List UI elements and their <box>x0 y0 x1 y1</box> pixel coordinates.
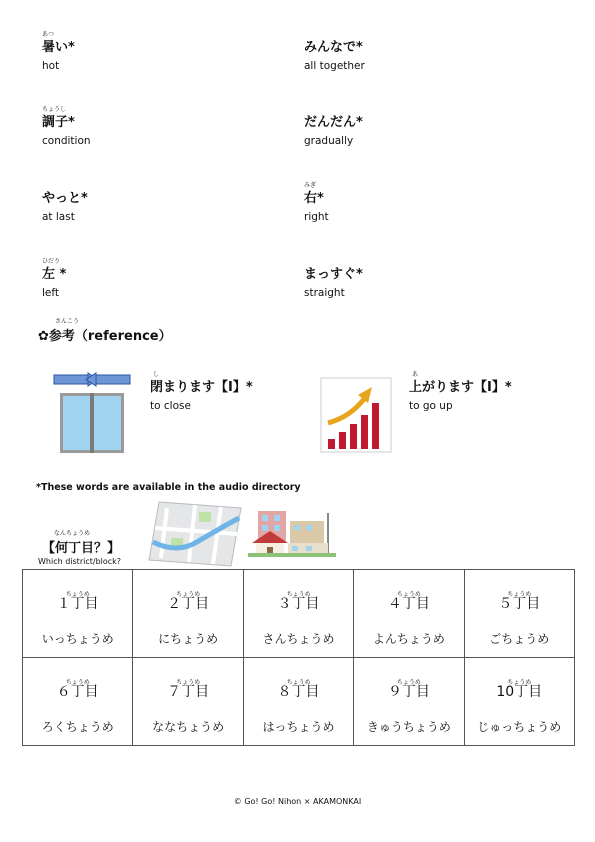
block-cell <box>354 570 464 658</box>
map-icon <box>147 498 243 568</box>
block-number <box>465 679 574 700</box>
window-icon <box>52 371 132 455</box>
block-number-text: ４丁目 <box>387 596 430 612</box>
reference-heading <box>38 318 172 344</box>
table-row <box>23 658 575 746</box>
block-number <box>244 591 353 612</box>
reference-entry-go-up <box>409 371 512 413</box>
vocab-gloss: straight <box>304 287 345 299</box>
reference-gloss: to close <box>150 400 191 412</box>
rising-graph-icon <box>320 377 392 453</box>
furigana: なんちょうめ <box>54 530 91 537</box>
block-number-text: ９丁目 <box>387 684 430 700</box>
block-number <box>354 679 463 700</box>
vocab-term: 左 * <box>42 267 67 282</box>
vocab-entry-hot <box>42 31 75 73</box>
vocab-entry-at-last <box>42 191 88 224</box>
block-number-text: ６丁目 <box>56 684 99 700</box>
block-cell <box>243 658 353 746</box>
block-number-text: ７丁目 <box>167 684 210 700</box>
furigana: ちょうめ <box>176 591 201 598</box>
block-number-text: １丁目 <box>56 596 99 612</box>
furigana: ひだり <box>42 258 61 265</box>
furigana: ちょうし <box>42 106 67 113</box>
vocab-gloss: all together <box>304 60 365 72</box>
reference-heading-text: ✿参考（reference） <box>38 329 172 344</box>
question-title-text: 【何丁目？】 <box>42 541 121 556</box>
block-cell <box>133 658 243 746</box>
block-number <box>465 591 574 612</box>
furigana: みぎ <box>304 182 317 189</box>
furigana: ちょうめ <box>507 679 532 686</box>
block-number-text: ３丁目 <box>277 596 320 612</box>
block-table <box>22 569 575 746</box>
furigana: ちょうめ <box>286 591 311 598</box>
furigana: し <box>153 371 160 378</box>
footer-credit: © Go! Go! Nihon × AKAMONKAI <box>233 797 362 806</box>
block-reading: さんちょうめ <box>262 632 335 646</box>
vocab-gloss: right <box>304 211 329 223</box>
block-reading: はっちょうめ <box>262 720 335 734</box>
question-title <box>42 530 121 556</box>
block-number <box>354 591 463 612</box>
block-reading: ななちょうめ <box>152 720 225 734</box>
block-number <box>23 591 132 612</box>
block-reading: にちょうめ <box>158 632 219 646</box>
vocab-entry-all-together <box>304 40 365 73</box>
block-cell <box>243 570 353 658</box>
reference-gloss: to go up <box>409 400 453 412</box>
vocab-gloss: condition <box>42 135 91 147</box>
block-reading: いっちょうめ <box>41 632 114 646</box>
furigana: ちょうめ <box>65 679 90 686</box>
block-number-text: ２丁目 <box>167 596 210 612</box>
block-number-text: ８丁目 <box>277 684 320 700</box>
block-number <box>23 679 132 700</box>
vocab-entry-gradually <box>304 115 363 148</box>
furigana: ちょうめ <box>286 679 311 686</box>
vocab-term: 暑い* <box>42 40 75 55</box>
vocab-gloss: at last <box>42 211 75 223</box>
block-number-text: 10丁目 <box>496 684 543 700</box>
vocab-term: だんだん* <box>304 115 363 130</box>
furigana: あ <box>412 371 419 378</box>
block-cell <box>354 658 464 746</box>
audio-note: *These words are available in the audio directory <box>36 482 301 493</box>
vocab-term: やっと* <box>42 191 88 206</box>
vocab-term: 右* <box>304 191 324 206</box>
reference-entry-close <box>150 371 253 413</box>
vocab-term: みんなで* <box>304 40 363 55</box>
vocab-term: 調子* <box>42 115 75 130</box>
furigana: ちょうめ <box>396 591 421 598</box>
block-cell <box>23 570 133 658</box>
vocab-entry-left <box>42 258 67 300</box>
block-cell <box>464 658 574 746</box>
block-reading: よんちょうめ <box>372 632 445 646</box>
block-reading: ろくちょうめ <box>41 720 114 734</box>
furigana: ちょうめ <box>65 591 90 598</box>
reference-term: 閉まります【Ⅰ】* <box>150 380 253 395</box>
vocab-gloss: gradually <box>304 135 354 147</box>
town-icon <box>248 507 336 557</box>
block-cell <box>464 570 574 658</box>
block-number <box>133 591 242 612</box>
vocab-gloss: left <box>42 287 60 299</box>
block-number <box>133 679 242 700</box>
block-reading: じゅっちょうめ <box>477 720 562 734</box>
vocab-entry-straight <box>304 267 363 300</box>
table-row <box>23 570 575 658</box>
furigana: ちょうめ <box>507 591 532 598</box>
furigana: ちょうめ <box>176 679 201 686</box>
block-cell <box>23 658 133 746</box>
block-cell <box>133 570 243 658</box>
furigana: さんこう <box>55 318 80 325</box>
furigana: ちょうめ <box>396 679 421 686</box>
block-reading: きゅうちょうめ <box>366 720 451 734</box>
vocab-entry-right <box>304 182 329 224</box>
vocab-term: まっすぐ* <box>304 267 363 282</box>
furigana: あつ <box>42 31 55 38</box>
question-subtitle: Which district/block? <box>38 557 122 566</box>
block-number-text: ５丁目 <box>498 596 541 612</box>
vocab-gloss: hot <box>42 60 60 72</box>
block-number <box>244 679 353 700</box>
vocab-entry-condition <box>42 106 91 148</box>
block-reading: ごちょうめ <box>489 632 550 646</box>
reference-term: 上がります【Ⅰ】* <box>409 380 512 395</box>
